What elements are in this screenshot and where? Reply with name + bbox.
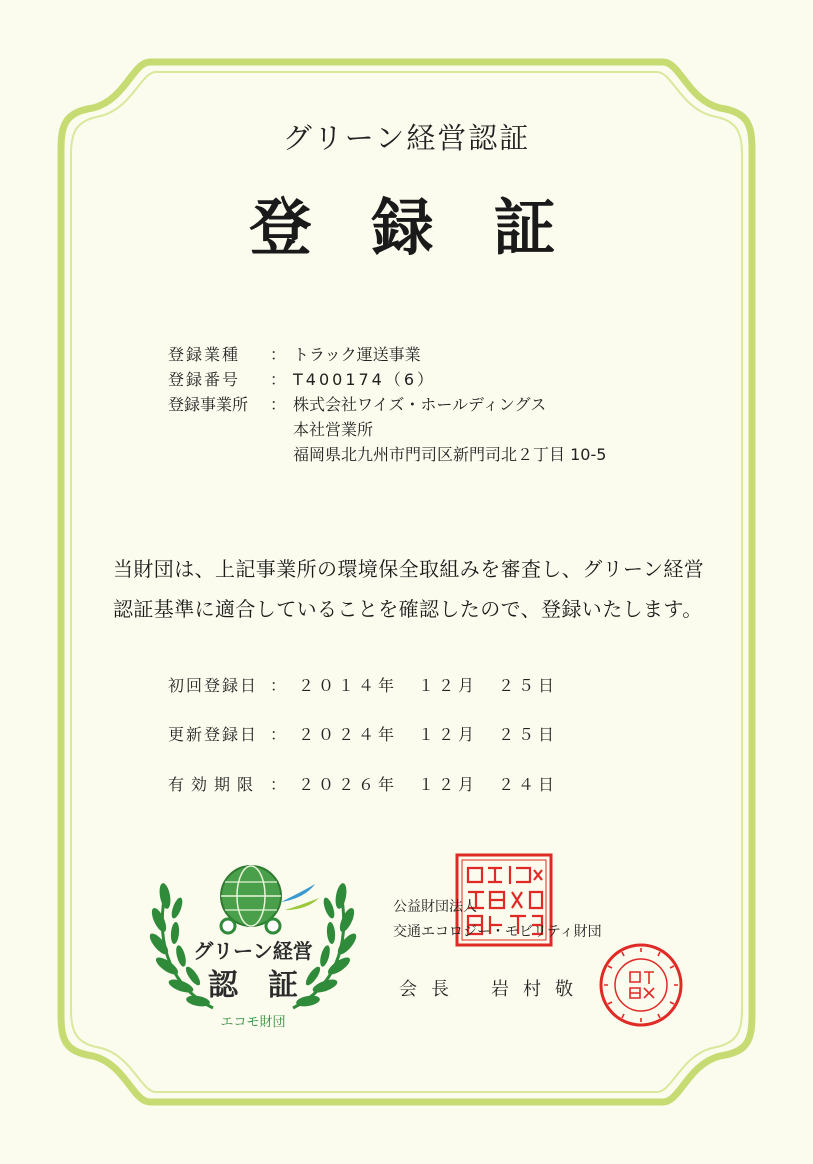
detail-colon: ： <box>270 370 287 389</box>
logo-text-green-management: グリーン経営 <box>193 939 313 963</box>
detail-label-office: 登録事業所 <box>168 395 249 414</box>
detail-value-number: T400174（6） <box>293 370 437 389</box>
certificate-subtitle: グリーン経営認証 <box>282 121 531 155</box>
detail-value-industry: トラック運送事業 <box>293 345 421 364</box>
detail-value-branch: 本社営業所 <box>293 420 374 439</box>
detail-colon: ： <box>270 395 287 414</box>
logo-text-ecomo: エコモ財団 <box>220 1015 286 1030</box>
date-value-expiry: ２０２６年 １２月 ２４日 <box>298 775 559 794</box>
issuer-title: 会長 <box>399 979 463 1000</box>
green-certification-logo <box>143 838 363 1038</box>
detail-value-address: 福岡県北九州市門司区新門司北２丁目 10-5 <box>293 445 607 464</box>
issuer-org-type: 公益財団法人 <box>393 899 477 915</box>
issuer-org-name: 交通エコロジー・モビリティ財団 <box>393 924 602 940</box>
date-value-initial: ２０１４年 １２月 ２５日 <box>298 676 559 695</box>
date-colon: ： <box>270 676 287 695</box>
statement-line-1: 当財団は、上記事業所の環境保全取組みを審査し、グリーン経営 <box>113 557 705 581</box>
president-seal-stamp <box>598 942 684 1028</box>
detail-colon: ： <box>270 345 287 364</box>
date-colon: ： <box>270 725 287 744</box>
issuer-name: 岩村敬 <box>491 979 587 1000</box>
detail-label-number: 登録番号 <box>168 370 241 389</box>
certificate-title: 登録証 <box>249 191 616 264</box>
detail-label-industry: 登録業種 <box>168 345 241 364</box>
date-value-renewal: ２０２４年 １２月 ２５日 <box>298 725 559 744</box>
statement-line-2: 認証基準に適合していることを確認したので、登録いたします。 <box>113 597 703 621</box>
date-label-initial: 初回登録日 <box>168 676 259 695</box>
issuer-signature-line <box>399 975 587 1001</box>
date-label-renewal: 更新登録日 <box>168 725 259 744</box>
date-colon: ： <box>270 775 287 794</box>
date-label-expiry: 有効期限 <box>168 775 261 794</box>
logo-text-certification: 認 証 <box>208 968 298 1003</box>
detail-value-company: 株式会社ワイズ・ホールディングス <box>293 395 547 414</box>
